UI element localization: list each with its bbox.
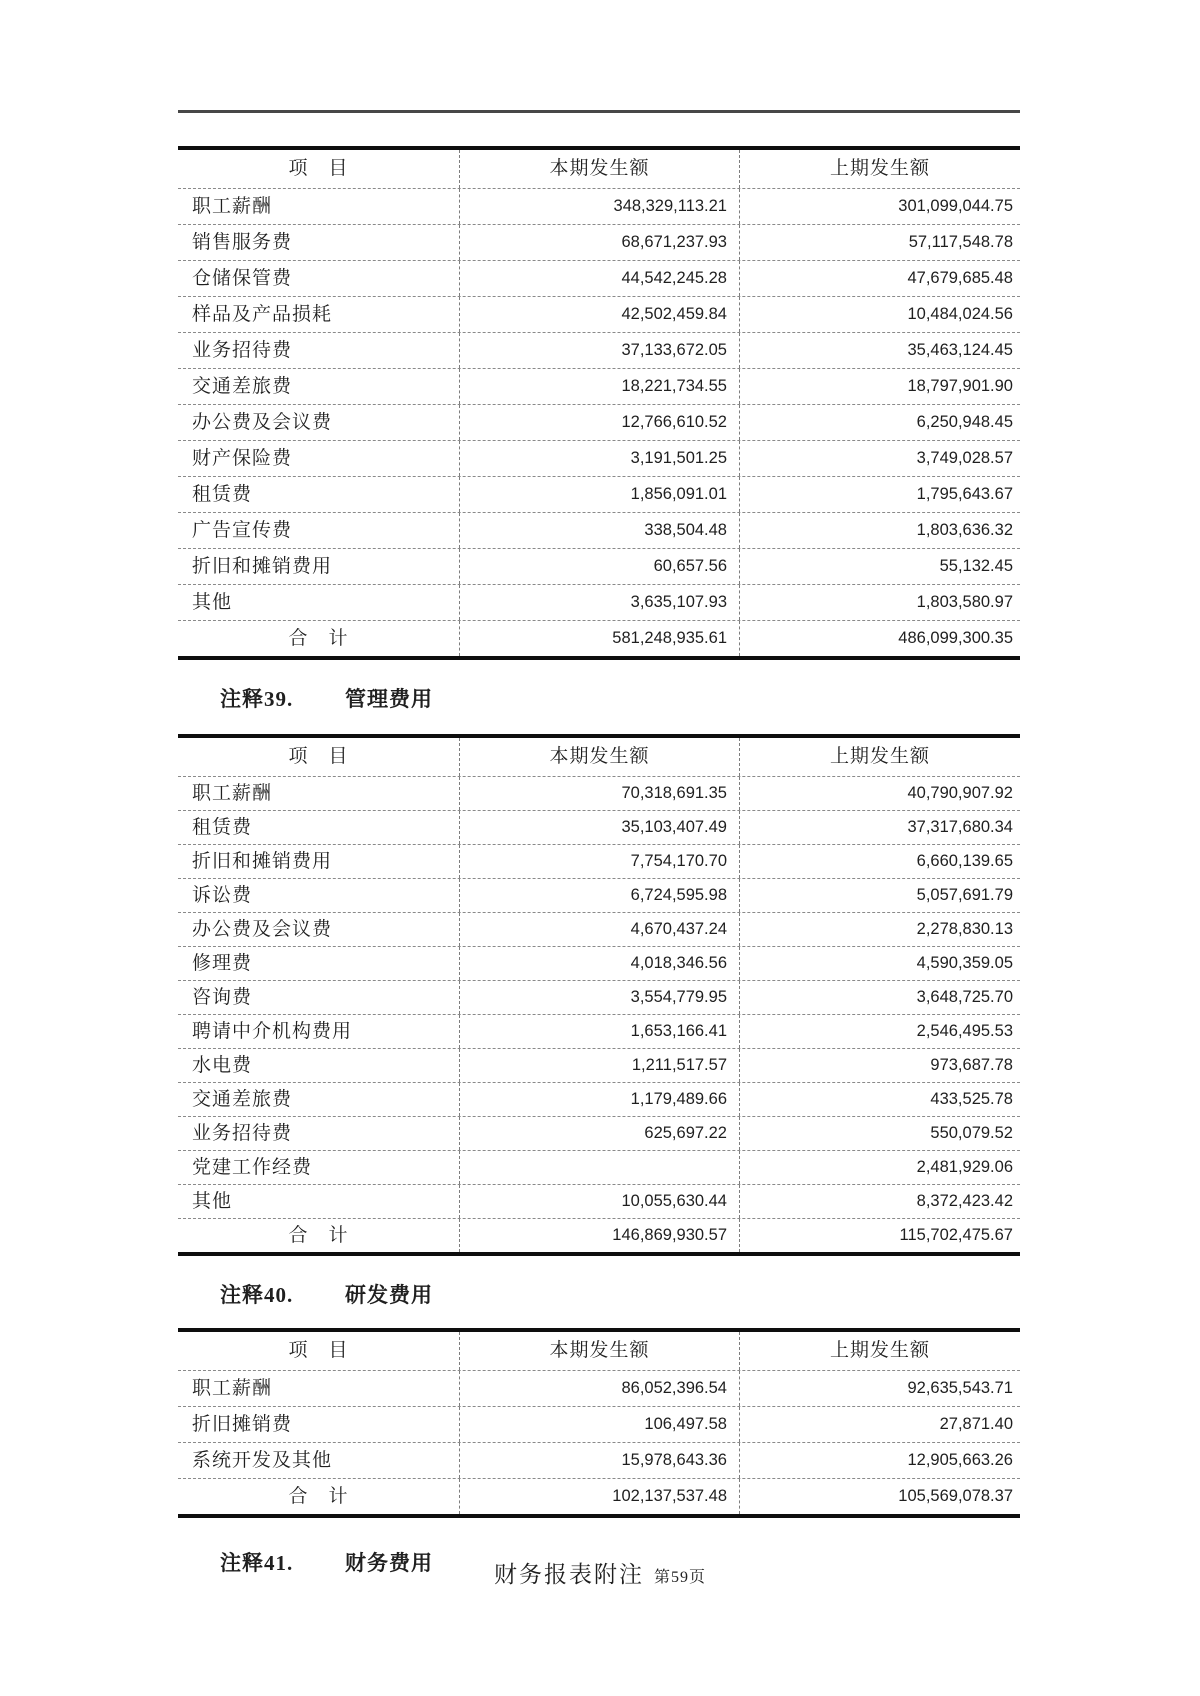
prior-amount-cell: 4,590,359.05 — [739, 947, 1020, 980]
prior-amount-cell: 上期发生额 — [739, 738, 1020, 776]
total-row — [178, 620, 1020, 656]
item-cell: 其他 — [192, 592, 233, 613]
prior-amount-cell: 3,749,028.57 — [739, 441, 1020, 476]
table-row — [178, 1442, 1020, 1478]
item-cell: 其他 — [192, 1191, 233, 1212]
item-cell: 业务招待费 — [192, 340, 293, 361]
current-amount-cell: 6,724,595.98 — [459, 879, 739, 912]
current-amount-cell: 本期发生额 — [459, 1332, 739, 1370]
admin-expenses-table — [178, 734, 1020, 1256]
current-amount-cell: 本期发生额 — [459, 738, 739, 776]
item-cell: 办公费及会议费 — [192, 412, 333, 433]
table-row — [178, 946, 1020, 980]
table-row — [178, 188, 1020, 224]
current-amount-cell: 1,211,517.57 — [459, 1049, 739, 1082]
item-cell: 系统开发及其他 — [192, 1450, 333, 1471]
current-amount-cell: 348,329,113.21 — [459, 189, 739, 224]
prior-amount-cell: 8,372,423.42 — [739, 1185, 1020, 1218]
table-row — [178, 404, 1020, 440]
note-label: 注释40. — [220, 1283, 294, 1307]
note-heading-39 — [178, 684, 1020, 714]
item-cell: 党建工作经费 — [192, 1157, 313, 1178]
prior-amount-cell: 35,463,124.45 — [739, 333, 1020, 368]
current-amount-cell: 146,869,930.57 — [459, 1219, 739, 1252]
current-amount-cell: 37,133,672.05 — [459, 333, 739, 368]
item-cell: 办公费及会议费 — [192, 919, 333, 940]
current-amount-cell: 581,248,935.61 — [459, 621, 739, 656]
current-amount-cell: 4,670,437.24 — [459, 913, 739, 946]
table-row — [178, 476, 1020, 512]
prior-amount-cell: 433,525.78 — [739, 1083, 1020, 1116]
total-row — [178, 1478, 1020, 1514]
current-amount-cell: 18,221,734.55 — [459, 369, 739, 404]
item-cell: 合 计 — [288, 628, 349, 649]
item-cell: 职工薪酬 — [192, 783, 273, 804]
table-row — [178, 548, 1020, 584]
prior-amount-cell: 2,546,495.53 — [739, 1015, 1020, 1048]
selling-expenses-table — [178, 146, 1020, 660]
prior-amount-cell: 3,648,725.70 — [739, 981, 1020, 1014]
prior-amount-cell: 上期发生额 — [739, 1332, 1020, 1370]
table-row — [178, 332, 1020, 368]
rd-expenses-table — [178, 1328, 1020, 1518]
current-amount-cell: 106,497.58 — [459, 1407, 739, 1442]
prior-amount-cell: 10,484,024.56 — [739, 297, 1020, 332]
item-cell: 租赁费 — [192, 484, 253, 505]
prior-amount-cell: 37,317,680.34 — [739, 811, 1020, 844]
table-row — [178, 512, 1020, 548]
total-row — [178, 1218, 1020, 1252]
prior-amount-cell: 27,871.40 — [739, 1407, 1020, 1442]
prior-amount-cell: 92,635,543.71 — [739, 1371, 1020, 1406]
note-heading-40 — [178, 1280, 1020, 1310]
table-row — [178, 980, 1020, 1014]
table-row — [178, 878, 1020, 912]
table-row — [178, 1370, 1020, 1406]
prior-amount-cell: 2,481,929.06 — [739, 1151, 1020, 1184]
table-header-row — [178, 738, 1020, 776]
prior-amount-cell: 550,079.52 — [739, 1117, 1020, 1150]
item-cell: 销售服务费 — [192, 232, 293, 253]
prior-amount-cell: 1,803,580.97 — [739, 585, 1020, 620]
table-row — [178, 776, 1020, 810]
footer-title: 财务报表附注 — [493, 1562, 644, 1587]
item-cell: 仓储保管费 — [192, 268, 293, 289]
item-cell: 折旧和摊销费用 — [192, 556, 333, 577]
table-header-row — [178, 1332, 1020, 1370]
table-row — [178, 440, 1020, 476]
item-cell: 职工薪酬 — [192, 1378, 273, 1399]
current-amount-cell: 10,055,630.44 — [459, 1185, 739, 1218]
table-row — [178, 368, 1020, 404]
current-amount-cell: 60,657.56 — [459, 549, 739, 584]
item-cell: 修理费 — [192, 953, 253, 974]
current-amount-cell: 4,018,346.56 — [459, 947, 739, 980]
footer-page-number: 第59页 — [653, 1569, 706, 1586]
page-footer — [0, 1556, 1200, 1589]
prior-amount-cell: 301,099,044.75 — [739, 189, 1020, 224]
table-row — [178, 810, 1020, 844]
table-header-row — [178, 150, 1020, 188]
item-cell: 咨询费 — [192, 987, 253, 1008]
prior-amount-cell: 6,250,948.45 — [739, 405, 1020, 440]
table-row — [178, 224, 1020, 260]
prior-amount-cell: 1,795,643.67 — [739, 477, 1020, 512]
item-cell: 合 计 — [288, 1225, 349, 1246]
prior-amount-cell: 973,687.78 — [739, 1049, 1020, 1082]
item-cell: 职工薪酬 — [192, 196, 273, 217]
prior-amount-cell: 18,797,901.90 — [739, 369, 1020, 404]
prior-amount-cell: 40,790,907.92 — [739, 777, 1020, 810]
current-amount-cell: 3,554,779.95 — [459, 981, 739, 1014]
item-cell: 项 目 — [288, 158, 349, 179]
item-cell: 项 目 — [288, 746, 349, 767]
table-row — [178, 912, 1020, 946]
note-label: 注释41. — [220, 1551, 294, 1575]
note-label: 注释39. — [220, 687, 294, 711]
prior-amount-cell: 55,132.45 — [739, 549, 1020, 584]
item-cell: 项 目 — [288, 1340, 349, 1361]
prior-amount-cell: 486,099,300.35 — [739, 621, 1020, 656]
item-cell: 交通差旅费 — [192, 376, 293, 397]
current-amount-cell: 1,179,489.66 — [459, 1083, 739, 1116]
item-cell: 合 计 — [288, 1486, 349, 1507]
current-amount-cell: 68,671,237.93 — [459, 225, 739, 260]
prior-amount-cell: 上期发生额 — [739, 150, 1020, 188]
prior-amount-cell: 12,905,663.26 — [739, 1443, 1020, 1478]
item-cell: 交通差旅费 — [192, 1089, 293, 1110]
current-amount-cell: 42,502,459.84 — [459, 297, 739, 332]
current-amount-cell: 15,978,643.36 — [459, 1443, 739, 1478]
item-cell: 财产保险费 — [192, 448, 293, 469]
current-amount-cell — [459, 1151, 739, 1184]
table-row — [178, 1406, 1020, 1442]
item-cell: 水电费 — [192, 1055, 253, 1076]
current-amount-cell: 1,856,091.01 — [459, 477, 739, 512]
note-title: 财务费用 — [345, 1551, 433, 1575]
table-row — [178, 1150, 1020, 1184]
table-row — [178, 296, 1020, 332]
current-amount-cell: 12,766,610.52 — [459, 405, 739, 440]
current-amount-cell: 7,754,170.70 — [459, 845, 739, 878]
current-amount-cell: 44,542,245.28 — [459, 261, 739, 296]
prior-amount-cell: 105,569,078.37 — [739, 1479, 1020, 1514]
table-row — [178, 1048, 1020, 1082]
table-row — [178, 1184, 1020, 1218]
current-amount-cell: 102,137,537.48 — [459, 1479, 739, 1514]
page-content — [178, 146, 1020, 1578]
item-cell: 样品及产品损耗 — [192, 304, 333, 325]
prior-amount-cell: 5,057,691.79 — [739, 879, 1020, 912]
table-row — [178, 1082, 1020, 1116]
prior-amount-cell: 2,278,830.13 — [739, 913, 1020, 946]
item-cell: 折旧摊销费 — [192, 1414, 293, 1435]
table-row — [178, 584, 1020, 620]
table-row — [178, 1116, 1020, 1150]
current-amount-cell: 625,697.22 — [459, 1117, 739, 1150]
prior-amount-cell: 1,803,636.32 — [739, 513, 1020, 548]
note-title: 研发费用 — [345, 1283, 433, 1307]
table-row — [178, 1014, 1020, 1048]
current-amount-cell: 70,318,691.35 — [459, 777, 739, 810]
current-amount-cell: 1,653,166.41 — [459, 1015, 739, 1048]
item-cell: 广告宣传费 — [192, 520, 293, 541]
item-cell: 折旧和摊销费用 — [192, 851, 333, 872]
current-amount-cell: 338,504.48 — [459, 513, 739, 548]
prior-amount-cell: 115,702,475.67 — [739, 1219, 1020, 1252]
item-cell: 租赁费 — [192, 817, 253, 838]
current-amount-cell: 3,191,501.25 — [459, 441, 739, 476]
prior-amount-cell: 57,117,548.78 — [739, 225, 1020, 260]
table-row — [178, 844, 1020, 878]
item-cell: 诉讼费 — [192, 885, 253, 906]
prior-amount-cell: 6,660,139.65 — [739, 845, 1020, 878]
current-amount-cell: 86,052,396.54 — [459, 1371, 739, 1406]
note-title: 管理费用 — [345, 687, 433, 711]
page-header-rule — [178, 110, 1020, 113]
table-row — [178, 260, 1020, 296]
current-amount-cell: 3,635,107.93 — [459, 585, 739, 620]
item-cell: 业务招待费 — [192, 1123, 293, 1144]
current-amount-cell: 本期发生额 — [459, 150, 739, 188]
current-amount-cell: 35,103,407.49 — [459, 811, 739, 844]
item-cell: 聘请中介机构费用 — [192, 1021, 353, 1042]
prior-amount-cell: 47,679,685.48 — [739, 261, 1020, 296]
